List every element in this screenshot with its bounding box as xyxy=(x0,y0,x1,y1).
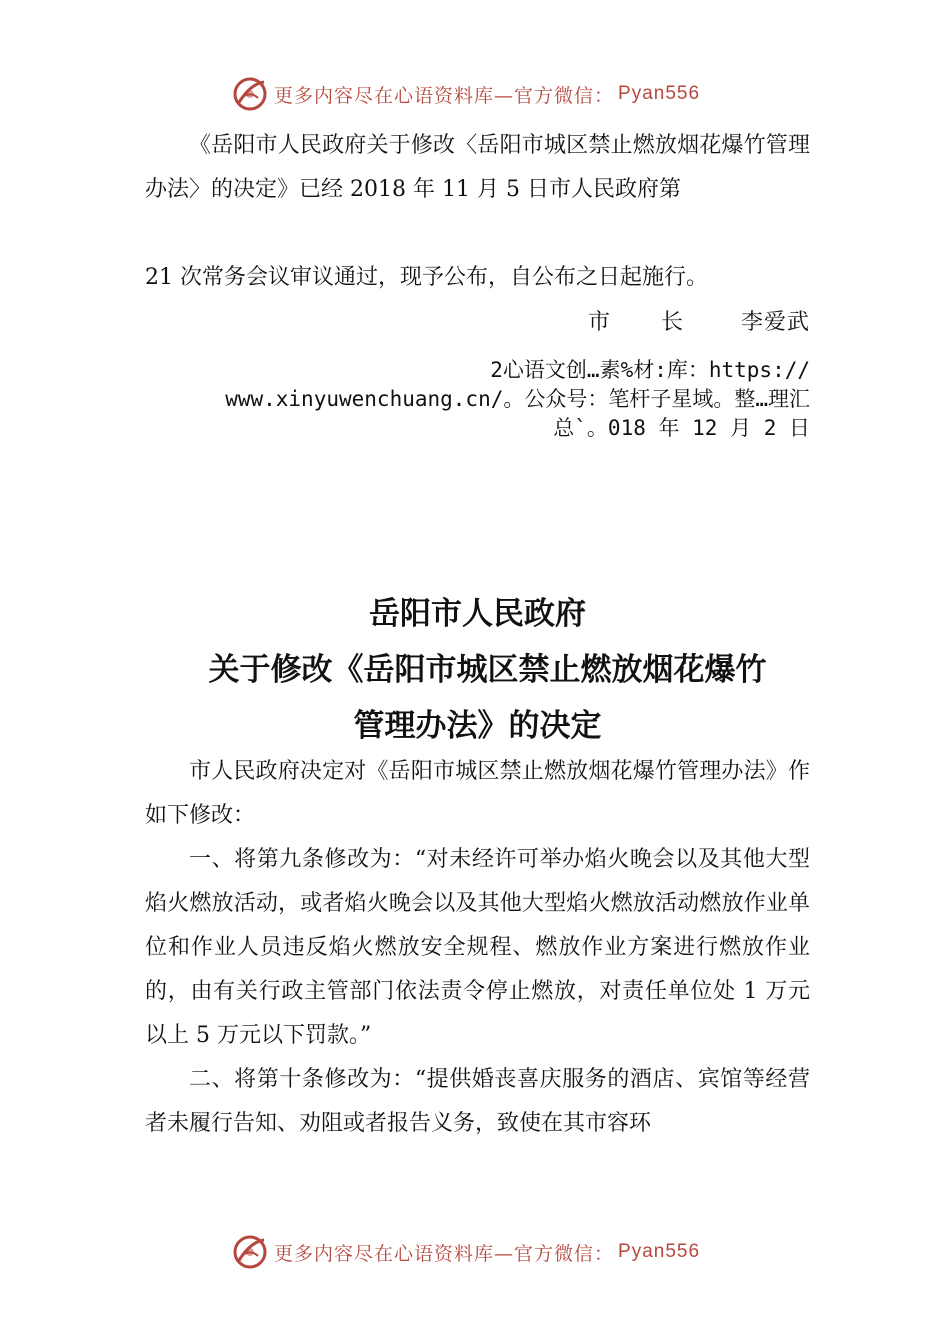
intro-text: 《岳阳市人民政府关于修改〈岳阳市城区禁止燃放烟花爆竹管理办法〉的决定》已经 2018 年 11 月 5 日市人民政府第 xyxy=(145,133,810,202)
body-paragraph-2: 一、将第九条修改为：“对未经许可举办焰火晚会以及其他大型焰火燃放活动，或者焰火晚会以及其他大型焰火燃放活动燃放作业单位和作业人员违反焰火燃放安全规程、燃放作业方案进行燃放作业的，由有关行政主管部门依法责令停止燃放，对责任单位处 1 万元以上 5 万元以下罚款。” xyxy=(145,847,810,1048)
date-line-3: 总`。018 年 12 月 2 日 xyxy=(553,416,810,440)
signature-name: 李爱武 xyxy=(740,310,810,335)
header-banner xyxy=(230,74,700,114)
logo-icon xyxy=(230,74,270,114)
banner-wechat-id: Pyan556 xyxy=(618,1241,701,1262)
heading-line-1: 岳阳市人民政府 xyxy=(369,596,586,632)
banner-wechat-id: Pyan556 xyxy=(618,83,701,104)
signature xyxy=(588,308,810,338)
heading-line-3: 管理办法》的决定 xyxy=(353,708,602,744)
date-line-1: 2心语文创…素%材:库：https:// xyxy=(490,358,810,382)
banner-text: 更多内容尽在心语资料库—官方微信： xyxy=(274,84,615,107)
footer-banner xyxy=(230,1232,700,1272)
date-line-2: www.xinyuwenchuang.cn/。公众号：笔杆子星域。整…理汇 xyxy=(225,387,810,411)
signature-title: 市 长 xyxy=(587,310,705,335)
intro-paragraph-2: 21 次常务会议审议通过，现予公布，自公布之日起施行。 xyxy=(145,265,708,290)
body-text xyxy=(145,750,810,1146)
body-paragraph-1: 市人民政府决定对《岳阳市城区禁止燃放烟花爆竹管理办法》作如下修改： xyxy=(145,759,810,828)
intro-paragraph xyxy=(145,124,810,212)
heading-line-2: 关于修改《岳阳市城区禁止燃放烟花爆竹 xyxy=(208,652,767,688)
logo-icon xyxy=(230,1232,270,1272)
banner-text: 更多内容尽在心语资料库—官方微信： xyxy=(274,1242,615,1265)
date-block xyxy=(145,356,810,443)
body-paragraph-3: 二、将第十条修改为：“提供婚丧喜庆服务的酒店、宾馆等经营者未履行告知、劝阻或者报告义务，致使在其市容环 xyxy=(145,1067,810,1136)
